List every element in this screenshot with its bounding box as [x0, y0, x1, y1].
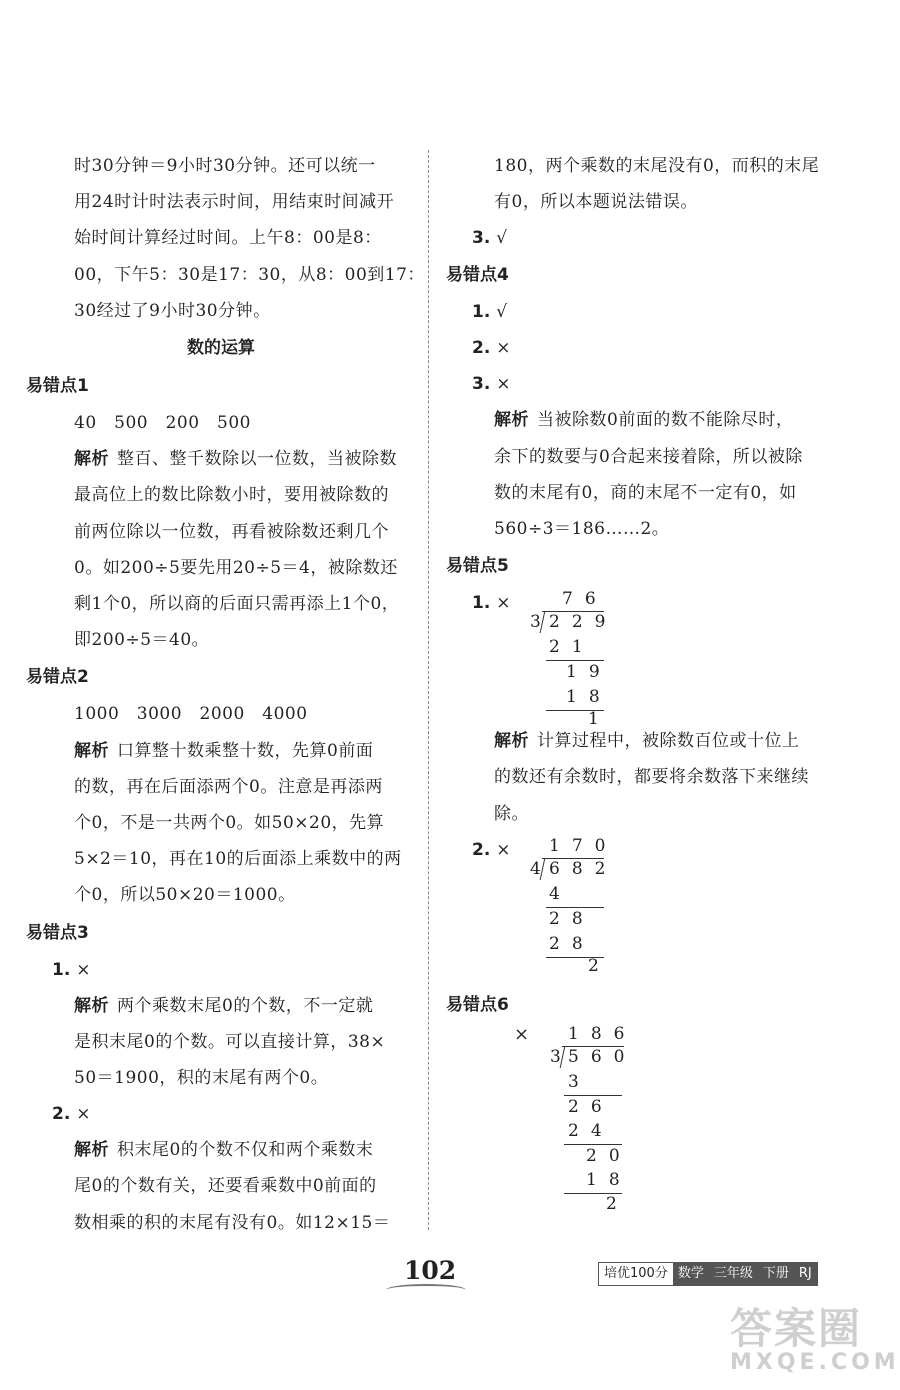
step: 20 — [586, 1145, 632, 1166]
question-number — [26, 952, 416, 988]
text-line — [26, 184, 416, 220]
error-point-heading: 易错点3 — [26, 922, 89, 943]
answer-mark: × — [76, 959, 91, 980]
badge-grade: 三年级 — [709, 1263, 758, 1285]
text: 的数还有余数时，都要将余数落下来继续 — [494, 767, 809, 788]
dividend: 682 — [549, 858, 618, 879]
watermark-bottom: MXQE.COM — [730, 1350, 900, 1375]
text: 个0，所以50×20＝1000。 — [74, 885, 296, 906]
text: 余下的数要与0合起来接着除，所以被除 — [494, 446, 803, 467]
analysis-line — [446, 475, 866, 511]
step: 21 — [549, 637, 595, 658]
text: 用24时计时法表示时间，用结束时间减开 — [74, 192, 395, 213]
step: 28 — [549, 933, 595, 954]
question-number — [446, 366, 866, 402]
text-line — [26, 220, 416, 256]
analysis-tag: 解析 — [74, 449, 109, 470]
text: 口算整十数乘整十数，先算0前面 — [117, 740, 374, 761]
text: 前两位除以一位数，再看被除数还剩几个 — [74, 521, 389, 542]
divisor: 3 — [530, 612, 553, 633]
step-line — [546, 907, 604, 908]
question-number — [446, 330, 866, 366]
answer-mark: × — [496, 338, 511, 359]
answer-mark: × — [76, 1104, 91, 1125]
answer-line: 1000 3000 2000 4000 — [74, 704, 308, 725]
text: 0。如200÷5要先用20÷5＝4，被除数还 — [74, 557, 398, 578]
quotient: 186 — [568, 1023, 637, 1044]
text: 即200÷5＝40。 — [74, 630, 210, 651]
analysis-tag: 解析 — [494, 731, 529, 752]
divisor: 3 — [550, 1046, 573, 1067]
remainder: 1 — [588, 709, 611, 730]
analysis-line — [26, 514, 416, 550]
analysis-line — [26, 805, 416, 841]
error-point-heading: 易错点5 — [446, 556, 509, 577]
text: 尾0的个数有关，还要看乘数中0前面的 — [74, 1176, 377, 1197]
analysis-line — [26, 477, 416, 513]
step-line — [564, 1144, 622, 1145]
page-number: 102 — [404, 1256, 457, 1285]
analysis-line — [26, 550, 416, 586]
text: 50＝1900，积的末尾有两个0。 — [74, 1068, 329, 1089]
left-column — [26, 148, 425, 1241]
analysis-line — [26, 1132, 416, 1168]
step: 19 — [566, 662, 612, 683]
quotient: 76 — [562, 589, 608, 610]
badge-subject: 数学 — [673, 1263, 709, 1285]
analysis-line — [26, 841, 416, 877]
analysis-line — [26, 1060, 416, 1096]
question-number — [446, 585, 511, 621]
analysis-line — [26, 1024, 416, 1060]
quotient: 170 — [549, 835, 618, 856]
question-number — [446, 832, 511, 868]
dividend: 229 — [549, 612, 618, 633]
page-number-swash — [386, 1284, 466, 1296]
dividend: 560 — [568, 1046, 637, 1067]
badge-edition: RJ — [794, 1263, 817, 1285]
number: 2. — [472, 839, 491, 860]
number: 1. — [472, 302, 491, 323]
division-block — [446, 832, 866, 986]
error-point-heading: 易错点1 — [26, 376, 89, 397]
text: 00，下午5：30是17：30，从8：00到17： — [74, 264, 425, 285]
analysis-tag: 解析 — [74, 995, 109, 1016]
column-divider — [428, 150, 429, 1230]
analysis-line — [26, 733, 416, 769]
step: 28 — [549, 908, 595, 929]
watermark-logo — [730, 1296, 900, 1375]
step: 24 — [568, 1120, 614, 1141]
number: 1. — [52, 959, 71, 980]
text-line — [26, 293, 416, 329]
step: 18 — [586, 1169, 632, 1190]
text-line — [26, 257, 425, 293]
step-line — [546, 660, 604, 661]
analysis-line — [26, 877, 416, 913]
text: 积末尾0的个数不仅和两个乘数末 — [117, 1140, 374, 1161]
analysis-line — [26, 988, 416, 1024]
answer-mark: × — [514, 1023, 530, 1045]
text: 个0，不是一共两个0。如50×20，先算 — [74, 813, 385, 834]
number: 2. — [472, 338, 491, 359]
text: 是积末尾0的个数。可以直接计算，38× — [74, 1031, 386, 1052]
text: 180，两个乘数的末尾没有0，而积的末尾 — [494, 156, 820, 176]
analysis-tag: 解析 — [74, 740, 109, 761]
answer-mark: × — [496, 593, 511, 614]
question-number — [446, 294, 866, 330]
book-badge — [598, 1262, 818, 1286]
number: 3. — [472, 374, 491, 395]
badge-series: 培优100分 — [604, 1266, 668, 1281]
text: 整百、整千数除以一位数，当被除数 — [117, 449, 397, 470]
badge-term: 下册 — [758, 1263, 794, 1285]
analysis-line — [26, 1168, 416, 1204]
text: 始时间计算经过时间。上午8：00是8： — [74, 228, 382, 249]
step: 4 — [549, 883, 572, 904]
analysis-tag: 解析 — [74, 1140, 109, 1161]
text: 的数，再在后面添两个0。注意是再添两 — [74, 776, 383, 797]
right-column — [446, 148, 866, 1224]
text: 剩1个0，所以商的后面只需再添上1个0， — [74, 594, 400, 615]
step: 26 — [568, 1096, 614, 1117]
division-block — [446, 1024, 866, 1224]
question-number — [26, 1096, 416, 1132]
text: 数相乘的积的末尾有没有0。如12×15＝ — [74, 1212, 391, 1233]
answer-mark: √ — [496, 228, 508, 249]
analysis-line — [446, 796, 866, 832]
text: 时30分钟＝9小时30分钟。还可以统一 — [74, 156, 376, 176]
number: 2. — [52, 1104, 71, 1125]
analysis-line — [446, 723, 866, 759]
text: 30经过了9小时30分钟。 — [74, 300, 271, 321]
analysis-line — [446, 759, 866, 795]
analysis-line — [446, 402, 866, 438]
number: 3. — [472, 228, 491, 249]
text: 计算过程中，被除数百位或十位上 — [537, 731, 800, 752]
text: 最高位上的数比除数小时，要用被除数的 — [74, 485, 389, 506]
text: 数的末尾有0，商的末尾不一定有0，如 — [494, 482, 797, 503]
watermark-top: 答案圈 — [730, 1304, 863, 1353]
answer-mark: × — [496, 839, 511, 860]
text: 当被除数0前面的数不能除尽时， — [537, 410, 794, 431]
text: 两个乘数末尾0的个数，不一定就 — [117, 995, 374, 1016]
analysis-line — [26, 441, 416, 477]
step-line — [564, 1095, 622, 1096]
text-line — [446, 148, 866, 184]
section-title: 数的运算 — [187, 338, 255, 359]
text: 除。 — [494, 803, 529, 824]
answer-line: 40 500 200 500 — [74, 413, 251, 434]
error-point-heading: 易错点6 — [446, 994, 509, 1015]
text: 560÷3＝186……2。 — [494, 519, 670, 540]
step: 18 — [566, 687, 612, 708]
remainder: 2 — [588, 955, 611, 976]
analysis-line — [446, 439, 866, 475]
text-line — [26, 148, 416, 184]
step: 3 — [568, 1071, 591, 1092]
analysis-line — [26, 1205, 416, 1241]
answer-mark: √ — [496, 302, 508, 323]
division-block — [446, 585, 866, 730]
divisor: 4 — [530, 858, 553, 879]
number: 1. — [472, 593, 491, 614]
text-line — [446, 184, 866, 220]
text: 有0，所以本题说法错误。 — [494, 192, 698, 213]
analysis-line — [26, 769, 416, 805]
analysis-line — [26, 586, 416, 622]
remainder: 2 — [606, 1193, 629, 1214]
analysis-line — [446, 511, 866, 547]
question-number — [446, 220, 866, 256]
analysis-tag: 解析 — [494, 410, 529, 431]
error-point-heading: 易错点2 — [26, 667, 89, 688]
analysis-line — [26, 622, 416, 658]
answer-mark: × — [496, 374, 511, 395]
text: 5×2＝10，再在10的后面添上乘数中的两 — [74, 849, 402, 870]
error-point-heading: 易错点4 — [446, 265, 509, 286]
